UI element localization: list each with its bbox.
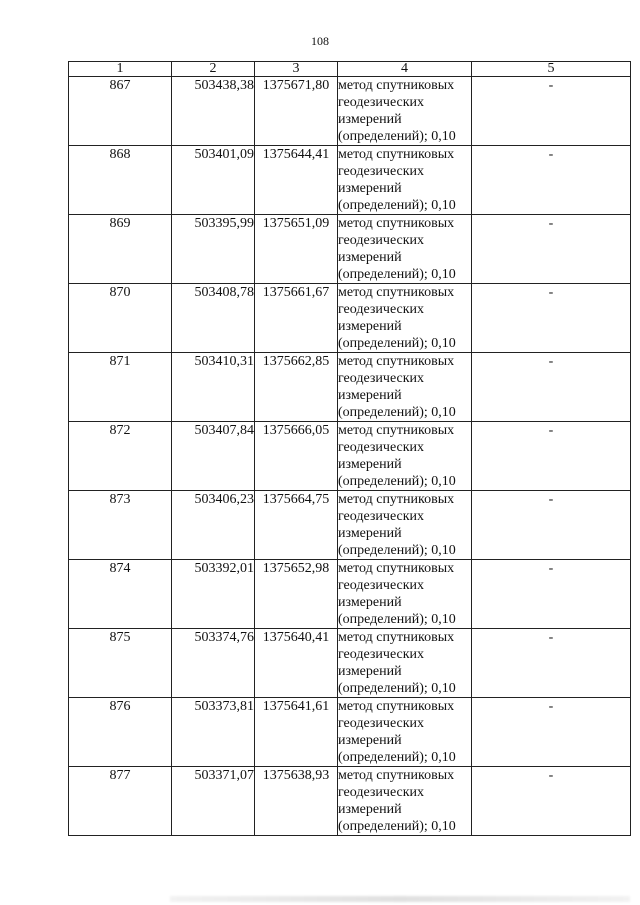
method-line: (определений); 0,10: [338, 336, 456, 351]
table-row: [69, 353, 631, 422]
method-line: измерений: [338, 319, 402, 334]
method-cell: [338, 491, 472, 560]
table-row: [69, 215, 631, 284]
method-line: (определений); 0,10: [338, 129, 456, 144]
table-row: [69, 698, 631, 767]
table-row: [69, 146, 631, 215]
point-number-cell: 873: [69, 491, 172, 560]
method-line: геодезических: [338, 578, 425, 593]
point-number-cell: 876: [69, 698, 172, 767]
coordinates-table: [68, 61, 631, 836]
method-line: метод спутниковых: [338, 561, 455, 576]
method-line: измерений: [338, 526, 402, 541]
method-line: измерений: [338, 595, 402, 610]
note-cell: -: [472, 698, 631, 767]
method-line: измерений: [338, 388, 402, 403]
note-cell: -: [472, 353, 631, 422]
table-header-row: [69, 62, 631, 77]
method-line: метод спутниковых: [338, 354, 455, 369]
note-cell: -: [472, 215, 631, 284]
x-coordinate-cell: 503408,78: [172, 284, 255, 353]
method-line: геодезических: [338, 302, 425, 317]
method-cell: [338, 767, 472, 836]
method-cell: [338, 146, 472, 215]
method-line: (определений); 0,10: [338, 198, 456, 213]
method-line: геодезических: [338, 716, 425, 731]
method-line: измерений: [338, 112, 402, 127]
method-cell: [338, 422, 472, 491]
note-cell: -: [472, 629, 631, 698]
y-coordinate-cell: 1375644,41: [255, 146, 338, 215]
y-coordinate-cell: 1375641,61: [255, 698, 338, 767]
page-number: 108: [311, 34, 329, 48]
table-row: [69, 284, 631, 353]
method-line: геодезических: [338, 440, 425, 455]
x-coordinate-cell: 503407,84: [172, 422, 255, 491]
point-number-cell: 874: [69, 560, 172, 629]
table-row: [69, 629, 631, 698]
point-number-cell: 877: [69, 767, 172, 836]
scan-artifact: [170, 896, 630, 902]
method-line: метод спутниковых: [338, 699, 455, 714]
y-coordinate-cell: 1375661,67: [255, 284, 338, 353]
y-coordinate-cell: 1375652,98: [255, 560, 338, 629]
x-coordinate-cell: 503371,07: [172, 767, 255, 836]
y-coordinate-cell: 1375640,41: [255, 629, 338, 698]
method-line: геодезических: [338, 371, 425, 386]
table-row: [69, 767, 631, 836]
method-line: измерений: [338, 457, 402, 472]
x-coordinate-cell: 503406,23: [172, 491, 255, 560]
method-line: метод спутниковых: [338, 285, 455, 300]
method-line: геодезических: [338, 647, 425, 662]
method-line: метод спутниковых: [338, 492, 455, 507]
note-cell: -: [472, 422, 631, 491]
table-row: [69, 491, 631, 560]
y-coordinate-cell: 1375651,09: [255, 215, 338, 284]
method-line: (определений); 0,10: [338, 474, 456, 489]
point-number-cell: 867: [69, 77, 172, 146]
method-cell: [338, 77, 472, 146]
point-number-cell: 869: [69, 215, 172, 284]
method-line: измерений: [338, 181, 402, 196]
method-line: измерений: [338, 664, 402, 679]
table-row: [69, 422, 631, 491]
method-line: геодезических: [338, 233, 425, 248]
method-line: (определений); 0,10: [338, 405, 456, 420]
method-line: метод спутниковых: [338, 216, 455, 231]
table-row: [69, 560, 631, 629]
method-line: измерений: [338, 250, 402, 265]
note-cell: -: [472, 146, 631, 215]
method-line: геодезических: [338, 95, 425, 110]
method-line: метод спутниковых: [338, 768, 455, 783]
method-line: измерений: [338, 733, 402, 748]
x-coordinate-cell: 503395,99: [172, 215, 255, 284]
method-line: геодезических: [338, 785, 425, 800]
point-number-cell: 868: [69, 146, 172, 215]
method-line: геодезических: [338, 164, 425, 179]
method-cell: [338, 629, 472, 698]
method-cell: [338, 560, 472, 629]
y-coordinate-cell: 1375671,80: [255, 77, 338, 146]
method-line: метод спутниковых: [338, 630, 455, 645]
method-line: (определений); 0,10: [338, 819, 456, 834]
method-line: измерений: [338, 802, 402, 817]
x-coordinate-cell: 503438,38: [172, 77, 255, 146]
table-row: [69, 77, 631, 146]
header-cell-4: 4: [338, 62, 472, 77]
method-cell: [338, 353, 472, 422]
method-line: геодезических: [338, 509, 425, 524]
method-line: (определений); 0,10: [338, 543, 456, 558]
x-coordinate-cell: 503374,76: [172, 629, 255, 698]
header-cell-5: 5: [472, 62, 631, 77]
point-number-cell: 875: [69, 629, 172, 698]
method-line: (определений); 0,10: [338, 267, 456, 282]
note-cell: -: [472, 560, 631, 629]
y-coordinate-cell: 1375638,93: [255, 767, 338, 836]
method-line: метод спутниковых: [338, 423, 455, 438]
method-line: метод спутниковых: [338, 78, 455, 93]
y-coordinate-cell: 1375662,85: [255, 353, 338, 422]
method-cell: [338, 215, 472, 284]
method-cell: [338, 284, 472, 353]
header-cell-3: 3: [255, 62, 338, 77]
x-coordinate-cell: 503401,09: [172, 146, 255, 215]
x-coordinate-cell: 503373,81: [172, 698, 255, 767]
y-coordinate-cell: 1375666,05: [255, 422, 338, 491]
point-number-cell: 871: [69, 353, 172, 422]
method-line: метод спутниковых: [338, 147, 455, 162]
note-cell: -: [472, 284, 631, 353]
method-cell: [338, 698, 472, 767]
method-line: (определений); 0,10: [338, 612, 456, 627]
note-cell: -: [472, 491, 631, 560]
note-cell: -: [472, 77, 631, 146]
point-number-cell: 870: [69, 284, 172, 353]
x-coordinate-cell: 503392,01: [172, 560, 255, 629]
header-cell-2: 2: [172, 62, 255, 77]
method-line: (определений); 0,10: [338, 681, 456, 696]
y-coordinate-cell: 1375664,75: [255, 491, 338, 560]
x-coordinate-cell: 503410,31: [172, 353, 255, 422]
note-cell: -: [472, 767, 631, 836]
header-cell-1: 1: [69, 62, 172, 77]
point-number-cell: 872: [69, 422, 172, 491]
method-line: (определений); 0,10: [338, 750, 456, 765]
